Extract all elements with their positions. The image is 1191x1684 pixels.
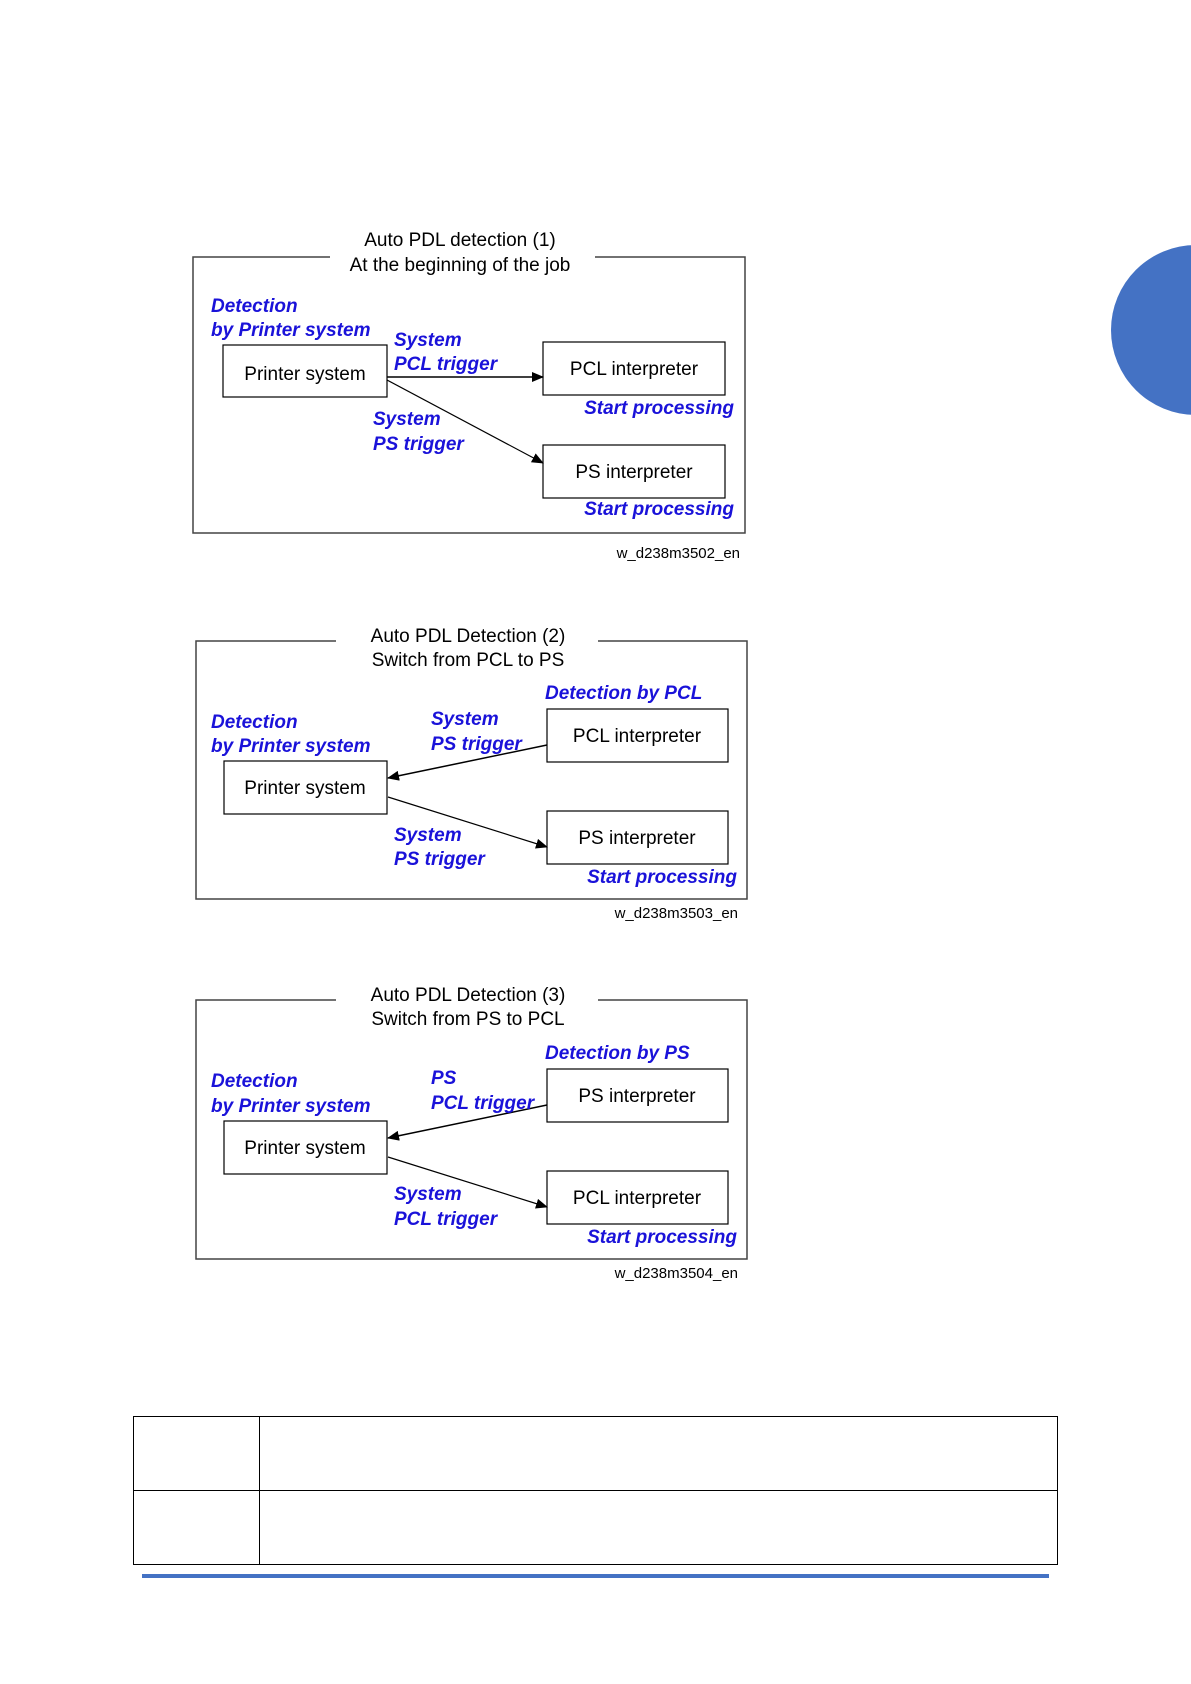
- table-row: [134, 1417, 1058, 1491]
- table-cell: [134, 1417, 260, 1491]
- diagram-3-upper-detection: Detection by PS: [545, 1043, 690, 1064]
- diagram-1-title-line1: Auto PDL detection (1): [364, 230, 556, 251]
- diagram-2-figure-code: w_d238m3503_en: [614, 905, 738, 922]
- diagram-2-upper-trigger-line1: System: [431, 709, 499, 730]
- diagram-3-lower-trigger-line2: PCL trigger: [394, 1209, 498, 1230]
- diagram-2-lower-trigger-line1: System: [394, 825, 462, 846]
- diagram-1-printer-system-label: Printer system: [244, 364, 366, 386]
- diagram-2-lower-trigger-line2: PS trigger: [394, 849, 485, 870]
- footer-rule: [142, 1574, 1049, 1578]
- diagram-1-upper-status: Start processing: [584, 398, 734, 419]
- diagram-2-upper-detection: Detection by PCL: [545, 683, 703, 704]
- empty-note-table: [133, 1416, 1058, 1565]
- diagram-1-detection-line1: Detection: [211, 296, 298, 317]
- diagram-2-upper-box-label: PCL interpreter: [572, 726, 702, 748]
- table-cell: [260, 1491, 1058, 1565]
- diagram-3-title-line2: Switch from PS to PCL: [371, 1009, 565, 1030]
- diagram-1-upper-trigger-line1: System: [394, 330, 462, 351]
- diagram-3-title-line1: Auto PDL Detection (3): [370, 985, 566, 1006]
- diagram-2: [196, 626, 747, 922]
- diagram-2-title-line2: Switch from PCL to PS: [371, 650, 565, 671]
- diagram-2-upper-trigger-line2: PS trigger: [431, 734, 522, 755]
- diagram-2-printer-system-label: Printer system: [244, 778, 366, 800]
- diagram-3-lower-trigger-line1: System: [394, 1184, 462, 1205]
- diagram-1-title-line2: At the beginning of the job: [349, 255, 571, 276]
- diagram-1-lower-box-label: PS interpreter: [575, 462, 693, 484]
- diagram-1-lower-status: Start processing: [584, 499, 734, 520]
- diagram-3-detection-line2: by Printer system: [211, 1096, 371, 1117]
- diagram-3-upper-trigger-line1: PS: [431, 1068, 457, 1089]
- diagram-1-detection-line2: by Printer system: [211, 320, 371, 341]
- diagram-2-detection-line2: by Printer system: [211, 736, 371, 757]
- diagram-1-lower-trigger-line1: System: [373, 409, 441, 430]
- diagram-2-lower-status: Start processing: [587, 867, 737, 888]
- diagram-1-figure-code: w_d238m3502_en: [616, 545, 740, 562]
- diagram-1: [193, 230, 745, 562]
- diagram-2-lower-box-label: PS interpreter: [578, 828, 696, 850]
- diagram-1-upper-box-label: PCL interpreter: [569, 359, 699, 381]
- diagram-3-figure-code: w_d238m3504_en: [614, 1265, 738, 1282]
- diagram-2-detection-line1: Detection: [211, 712, 298, 733]
- diagram-3: [196, 985, 747, 1282]
- diagram-3-printer-system-label: Printer system: [244, 1138, 366, 1160]
- table-cell: [260, 1417, 1058, 1491]
- table-cell: [134, 1491, 260, 1565]
- table-row: [134, 1491, 1058, 1565]
- diagram-1-lower-trigger-line2: PS trigger: [373, 434, 464, 455]
- diagram-1-upper-trigger-line2: PCL trigger: [394, 354, 498, 375]
- diagram-3-detection-line1: Detection: [211, 1071, 298, 1092]
- diagram-3-upper-trigger-line2: PCL trigger: [431, 1093, 535, 1114]
- diagram-3-lower-status: Start processing: [587, 1227, 737, 1248]
- diagram-3-upper-box-label: PS interpreter: [578, 1086, 696, 1108]
- diagram-3-lower-box-label: PCL interpreter: [572, 1188, 702, 1210]
- diagram-2-title-line1: Auto PDL Detection (2): [370, 626, 566, 647]
